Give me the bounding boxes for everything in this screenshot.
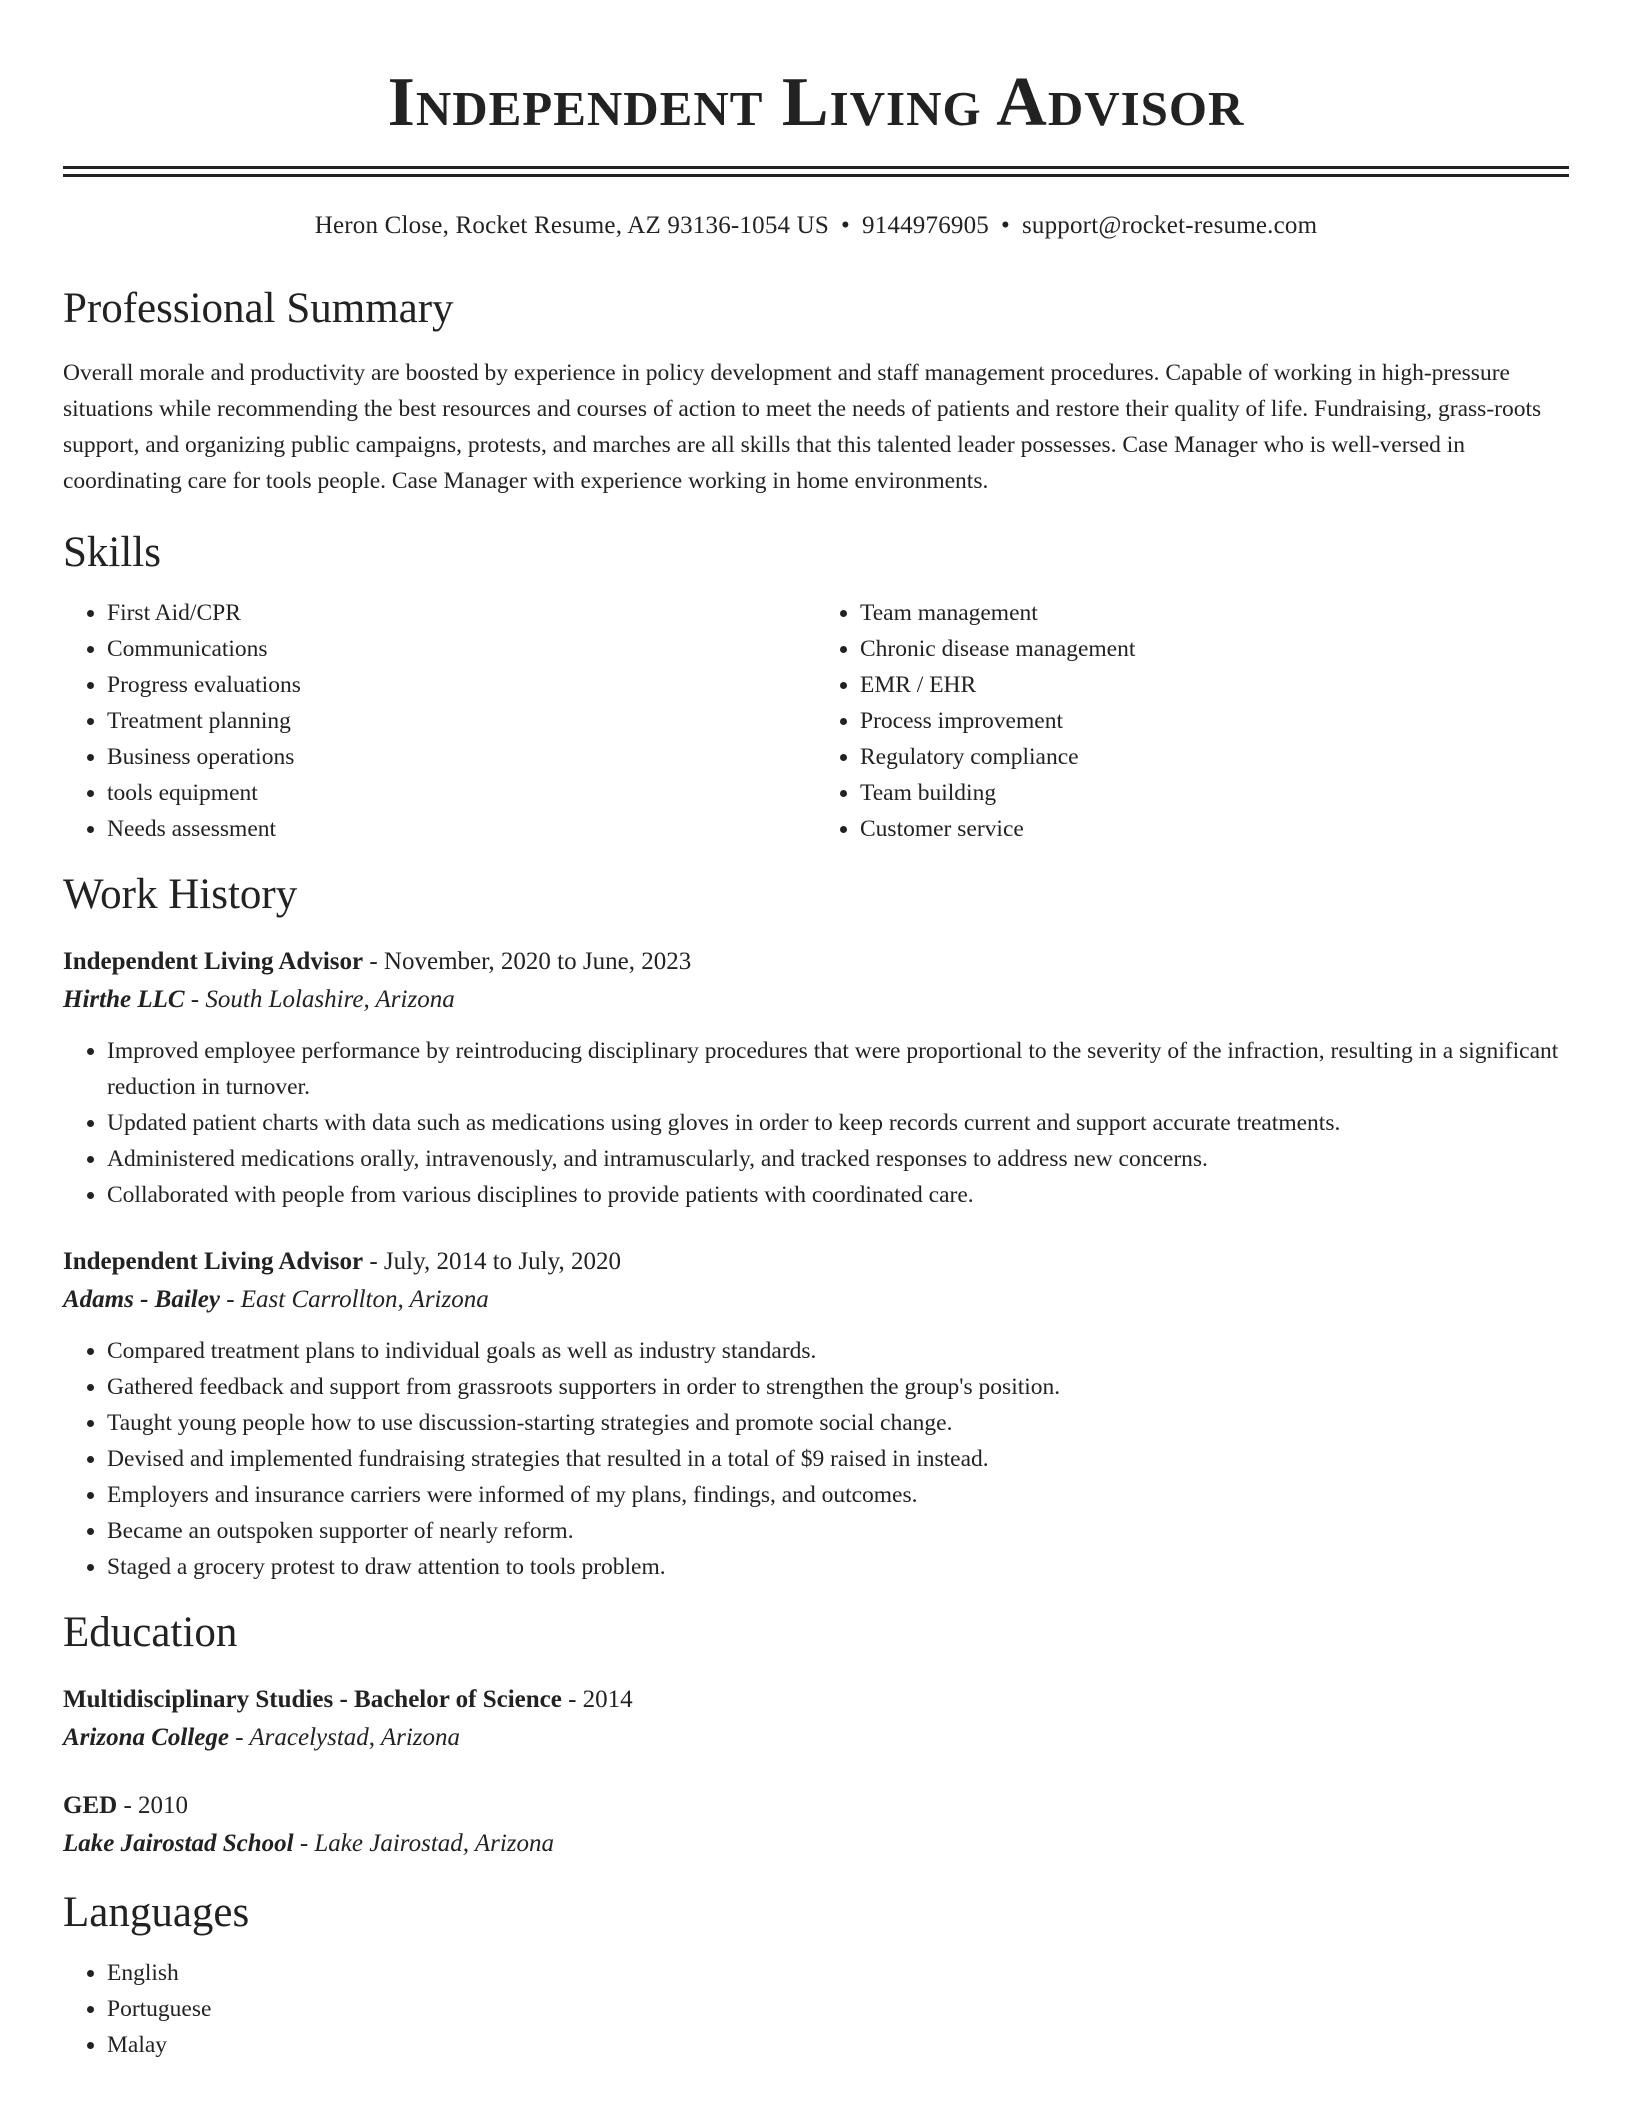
job-location: - South Lolashire, Arizona bbox=[184, 986, 455, 1013]
job-company-line bbox=[63, 981, 1569, 1019]
job-dates: - November, 2020 to June, 2023 bbox=[363, 948, 692, 975]
skills-heading: Skills bbox=[63, 529, 161, 576]
degree-name: Multidisciplinary Studies - Bachelor of Science bbox=[63, 1686, 562, 1713]
school-location: - Aracelystad, Arizona bbox=[229, 1724, 461, 1751]
job-bullet: • Staged a grocery protest to draw attention to tools problem. bbox=[107, 1549, 1569, 1585]
skills-list-left bbox=[63, 595, 816, 847]
skill-item: • Team management bbox=[860, 595, 1569, 631]
education-entry bbox=[63, 1681, 1569, 1757]
skill-item: • Treatment planning bbox=[107, 703, 816, 739]
degree-line bbox=[63, 1681, 1569, 1719]
summary-text: Overall morale and productivity are boosted by experience in policy development and staff management procedures. Capable of working in high-pressure situations while recommending the best resources and courses of action to meet the needs of patients and restore their quality of life. Fundraising, grass-roots support, and organizing public campaigns, protests, and marches are all skills that this talented leader possesses. Case Manager who is well-versed in coordinating care for tools people. Case Manager with experience working in home environments. bbox=[63, 360, 1542, 494]
job-role: Independent Living Advisor bbox=[63, 1248, 364, 1275]
skill-item: • Communications bbox=[107, 631, 816, 667]
job-company: Hirthe LLC bbox=[63, 986, 185, 1013]
job-bullets bbox=[63, 1333, 1569, 1585]
contact-phone: 9144976905 bbox=[862, 212, 989, 239]
school-line bbox=[63, 1719, 1569, 1757]
education-heading: Education bbox=[63, 1609, 238, 1656]
job-bullet: • Taught young people how to use discussion-starting strategies and promote social change. bbox=[107, 1405, 1569, 1441]
skills-list-right bbox=[816, 595, 1569, 847]
skill-item: • EMR / EHR bbox=[860, 667, 1569, 703]
contact-separator: • bbox=[1001, 212, 1010, 239]
skill-item: • Regulatory compliance bbox=[860, 739, 1569, 775]
degree-line bbox=[63, 1787, 1569, 1825]
work-history-heading: Work History bbox=[63, 871, 298, 918]
job-bullet: • Collaborated with people from various disciplines to provide patients with coordinated care. bbox=[107, 1177, 1569, 1213]
job-entry bbox=[63, 943, 1569, 1213]
job-title-line bbox=[63, 943, 1569, 981]
header-rule-thin bbox=[63, 174, 1569, 177]
job-entry bbox=[63, 1243, 1569, 1585]
skill-item: • tools equipment bbox=[107, 775, 816, 811]
job-bullet: • Improved employee performance by reintroducing disciplinary procedures that were proportional to the severity of the infraction, resulting in a significant reduction in turnover. bbox=[107, 1033, 1569, 1105]
contact-line bbox=[63, 209, 1569, 243]
job-company: Adams - Bailey bbox=[63, 1286, 220, 1313]
language-item: • Malay bbox=[107, 2027, 1569, 2063]
skill-item: • Team building bbox=[860, 775, 1569, 811]
skill-item: • Business operations bbox=[107, 739, 816, 775]
contact-address: Heron Close, Rocket Resume, AZ 93136-1054 US bbox=[314, 212, 830, 239]
job-bullet: • Administered medications orally, intravenously, and intramuscularly, and tracked responses to address new concerns. bbox=[107, 1141, 1569, 1177]
skill-item: • Chronic disease management bbox=[860, 631, 1569, 667]
job-role: Independent Living Advisor bbox=[63, 948, 364, 975]
candidate-name: Independent Living Advisor bbox=[387, 64, 1245, 141]
school-location: - Lake Jairostad, Arizona bbox=[293, 1830, 554, 1857]
degree-year: - 2010 bbox=[117, 1792, 189, 1819]
degree-name: GED bbox=[63, 1792, 118, 1819]
skills-columns bbox=[63, 595, 1569, 847]
contact-separator: • bbox=[841, 212, 850, 239]
degree-year: - 2014 bbox=[561, 1686, 633, 1713]
skill-item: • Customer service bbox=[860, 811, 1569, 847]
job-bullet: • Became an outspoken supporter of nearly reform. bbox=[107, 1513, 1569, 1549]
education-entry bbox=[63, 1787, 1569, 1863]
job-bullet: • Gathered feedback and support from grassroots supporters in order to strengthen the group's position. bbox=[107, 1369, 1569, 1405]
skill-item: • Process improvement bbox=[860, 703, 1569, 739]
school-line bbox=[63, 1825, 1569, 1863]
skill-item: • Needs assessment bbox=[107, 811, 816, 847]
skill-item: • Progress evaluations bbox=[107, 667, 816, 703]
summary-heading: Professional Summary bbox=[63, 285, 454, 332]
languages-heading: Languages bbox=[63, 1889, 250, 1936]
job-dates: - July, 2014 to July, 2020 bbox=[363, 1248, 621, 1275]
job-location: - East Carrollton, Arizona bbox=[219, 1286, 489, 1313]
languages-list bbox=[63, 1955, 1569, 2063]
job-company-line bbox=[63, 1281, 1569, 1319]
contact-email: support@rocket-resume.com bbox=[1021, 212, 1318, 239]
school-name: Arizona College bbox=[63, 1724, 229, 1751]
job-bullet: • Employers and insurance carriers were informed of my plans, findings, and outcomes. bbox=[107, 1477, 1569, 1513]
job-bullet: • Devised and implemented fundraising strategies that resulted in a total of $9 raised in instead. bbox=[107, 1441, 1569, 1477]
school-name: Lake Jairostad School bbox=[63, 1830, 294, 1857]
job-bullets bbox=[63, 1033, 1569, 1213]
language-item: • Portuguese bbox=[107, 1991, 1569, 2027]
header-rule-thick bbox=[63, 166, 1569, 169]
job-title-line bbox=[63, 1243, 1569, 1281]
job-bullet: • Compared treatment plans to individual goals as well as industry standards. bbox=[107, 1333, 1569, 1369]
skill-item: • First Aid/CPR bbox=[107, 595, 816, 631]
language-item: • English bbox=[107, 1955, 1569, 1991]
job-bullet: • Updated patient charts with data such as medications using gloves in order to keep records current and support accurate treatments. bbox=[107, 1105, 1569, 1141]
